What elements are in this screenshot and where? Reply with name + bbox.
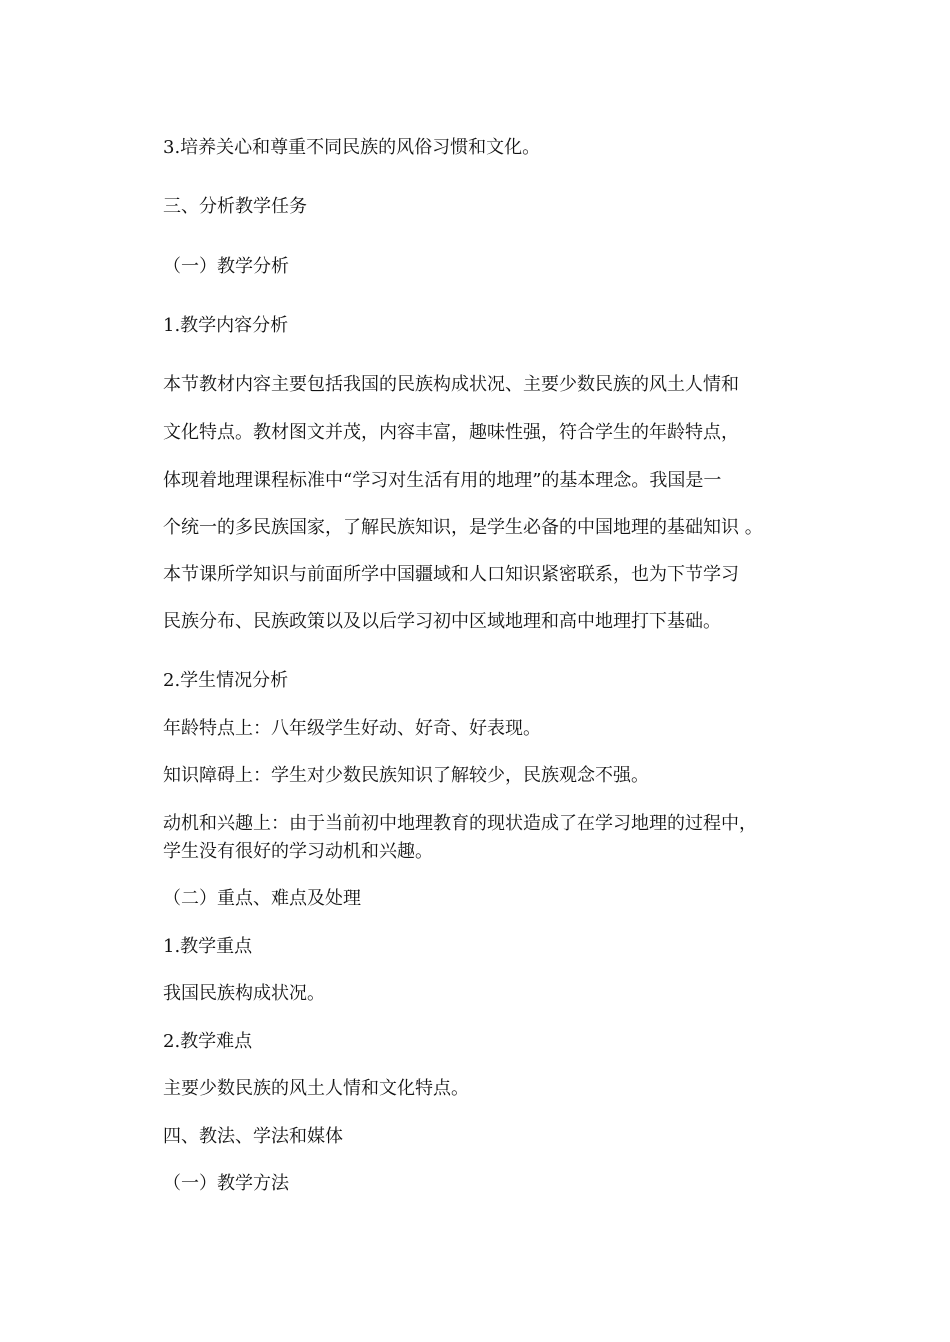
- student-analysis-heading: 2.学生情况分析: [163, 670, 289, 691]
- age-features-text: 年龄特点上：八年级学生好动、好奇、好表现。: [163, 718, 541, 739]
- section-3-heading: 三、分析教学任务: [163, 196, 307, 217]
- section-4-heading: 四、教法、学法和媒体: [163, 1126, 343, 1147]
- difficulty-text: 主要少数民族的风土人情和文化特点。: [163, 1078, 469, 1099]
- content-analysis-heading: 1.教学内容分析: [163, 315, 289, 336]
- key-point-text: 我国民族构成状况。: [163, 983, 325, 1004]
- knowledge-barriers-text: 知识障碍上：学生对少数民族知识了解较少，民族观念不强。: [163, 765, 649, 786]
- method-subsection-heading: （一）教学方法: [163, 1173, 289, 1194]
- key-point-heading: 1.教学重点: [163, 936, 253, 957]
- subsection-key-difficult-heading: （二）重点、难点及处理: [163, 888, 361, 909]
- paragraph-line: 本节课所学知识与前面所学中国疆域和人口知识紧密联系，也为下节学习: [163, 564, 739, 585]
- paragraph-line: 个统一的多民族国家，了解民族知识，是学生必备的中国地理的基础知识 。: [163, 517, 763, 538]
- motivation-text-line-1: 动机和兴趣上：由于当前初中地理教育的现状造成了在学习地理的过程中，: [163, 813, 757, 834]
- subsection-teaching-analysis-heading: （一）教学分析: [163, 256, 289, 277]
- paragraph-line: 体现着地理课程标准中“学习对生活有用的地理”的基本理念。我国是一: [163, 470, 722, 491]
- goal-item-3: 3.培养关心和尊重不同民族的风俗习惯和文化。: [163, 137, 541, 158]
- paragraph-line: 本节教材内容主要包括我国的民族构成状况、主要少数民族的风土人情和: [163, 374, 739, 395]
- paragraph-line: 文化特点。教材图文并茂，内容丰富，趣味性强，符合学生的年龄特点，: [163, 422, 739, 443]
- difficulty-heading: 2.教学难点: [163, 1031, 253, 1052]
- paragraph-line: 民族分布、民族政策以及以后学习初中区域地理和高中地理打下基础。: [163, 611, 721, 632]
- motivation-text-line-2: 学生没有很好的学习动机和兴趣。: [163, 841, 433, 862]
